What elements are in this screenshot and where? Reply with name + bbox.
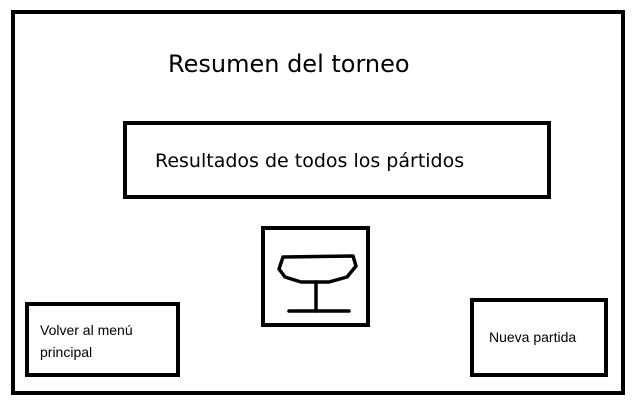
new-game-label: Nueva partida xyxy=(489,329,577,345)
results-label: Resultados de todos los pártidos xyxy=(155,150,465,172)
back-to-menu-label: Volver al menú principal xyxy=(40,322,133,360)
page-title: Resumen del torneo xyxy=(168,50,410,78)
new-game-button[interactable] xyxy=(470,298,608,377)
trophy-icon xyxy=(265,230,366,323)
results-panel[interactable] xyxy=(123,121,551,199)
back-to-menu-button[interactable] xyxy=(25,302,180,377)
trophy-panel xyxy=(261,226,370,327)
